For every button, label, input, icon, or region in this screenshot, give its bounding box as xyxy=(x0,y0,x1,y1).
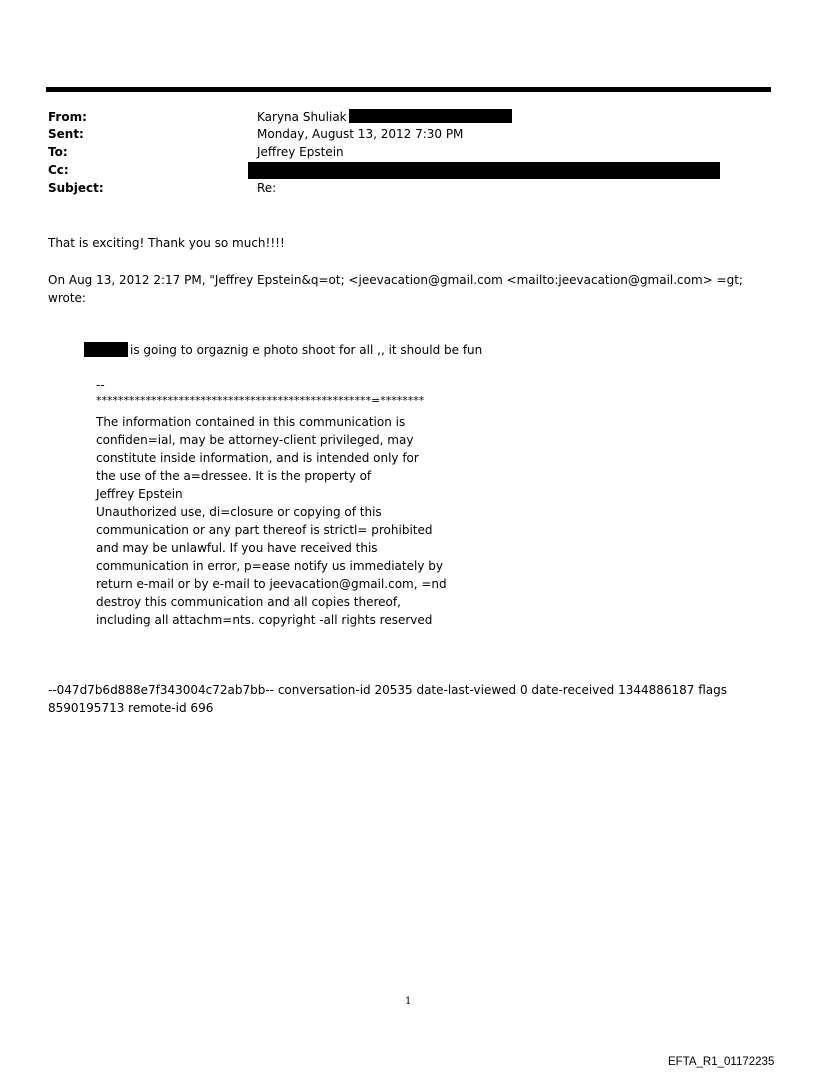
subject-value: Re: xyxy=(257,181,277,195)
meta-line-1: --047d7b6d888e7f343004c72ab7bb-- conversation-id 20535 date-last-viewed 0 date-received 1344886187 flags xyxy=(48,683,728,697)
cc-label: Cc: xyxy=(48,163,69,177)
redaction-bar xyxy=(349,109,512,123)
subject-label: Subject: xyxy=(48,181,104,195)
signature-stars: **************************************************=******** xyxy=(96,394,425,407)
disclaimer-line: Unauthorized use, di=closure or copying of this xyxy=(96,505,382,519)
disclaimer-line: The information contained in this communication is xyxy=(96,415,406,429)
disclaimer-line: communication or any part thereof is strictl= prohibited xyxy=(96,523,433,537)
to-label: To: xyxy=(48,145,68,159)
reply-text: That is exciting! Thank you so much!!!! xyxy=(48,236,285,250)
disclaimer-line: return e-mail or by e-mail to jeevacation@gmail.com, =nd xyxy=(96,577,447,591)
to-value: Jeffrey Epstein xyxy=(257,145,344,159)
header-divider xyxy=(46,87,771,92)
quoted-message-text: is going to orgaznig e photo shoot for all ,, it should be fun xyxy=(130,343,483,357)
quote-intro-line-1: On Aug 13, 2012 2:17 PM, "Jeffrey Epstein&q=ot; <jeevacation@gmail.com <mailto:jeevacation@gmail.com> =gt; xyxy=(48,273,743,287)
document-id: EFTA_R1_01172235 xyxy=(668,1056,775,1068)
disclaimer-line: destroy this communication and all copies thereof, xyxy=(96,595,401,609)
disclaimer-line: communication in error, p=ease notify us immediately by xyxy=(96,559,443,573)
from-value: Karyna Shuliak xyxy=(257,110,347,124)
sent-value: Monday, August 13, 2012 7:30 PM xyxy=(257,127,464,141)
quoted-message xyxy=(84,341,482,359)
meta-line-2: 8590195713 remote-id 696 xyxy=(48,701,214,715)
disclaimer-line: Jeffrey Epstein xyxy=(96,487,183,501)
disclaimer-line: and may be unlawful. If you have received this xyxy=(96,541,378,555)
disclaimer-block xyxy=(96,413,447,629)
redaction-bar xyxy=(84,342,128,357)
disclaimer-line: confiden=ial, may be attorney-client privileged, may xyxy=(96,433,414,447)
quote-intro-line-2: wrote: xyxy=(48,291,86,305)
cc-redaction-bar xyxy=(248,162,720,179)
disclaimer-line: the use of the a=dressee. It is the property of xyxy=(96,469,372,483)
from-label: From: xyxy=(48,110,87,124)
sent-label: Sent: xyxy=(48,127,84,141)
page-number: 1 xyxy=(405,996,412,1007)
disclaimer-line: constitute inside information, and is intended only for xyxy=(96,451,419,465)
disclaimer-line: including all attachm=nts. copyright -all rights reserved xyxy=(96,613,433,627)
signature-dash: -- xyxy=(96,378,105,392)
from-field xyxy=(257,109,512,125)
